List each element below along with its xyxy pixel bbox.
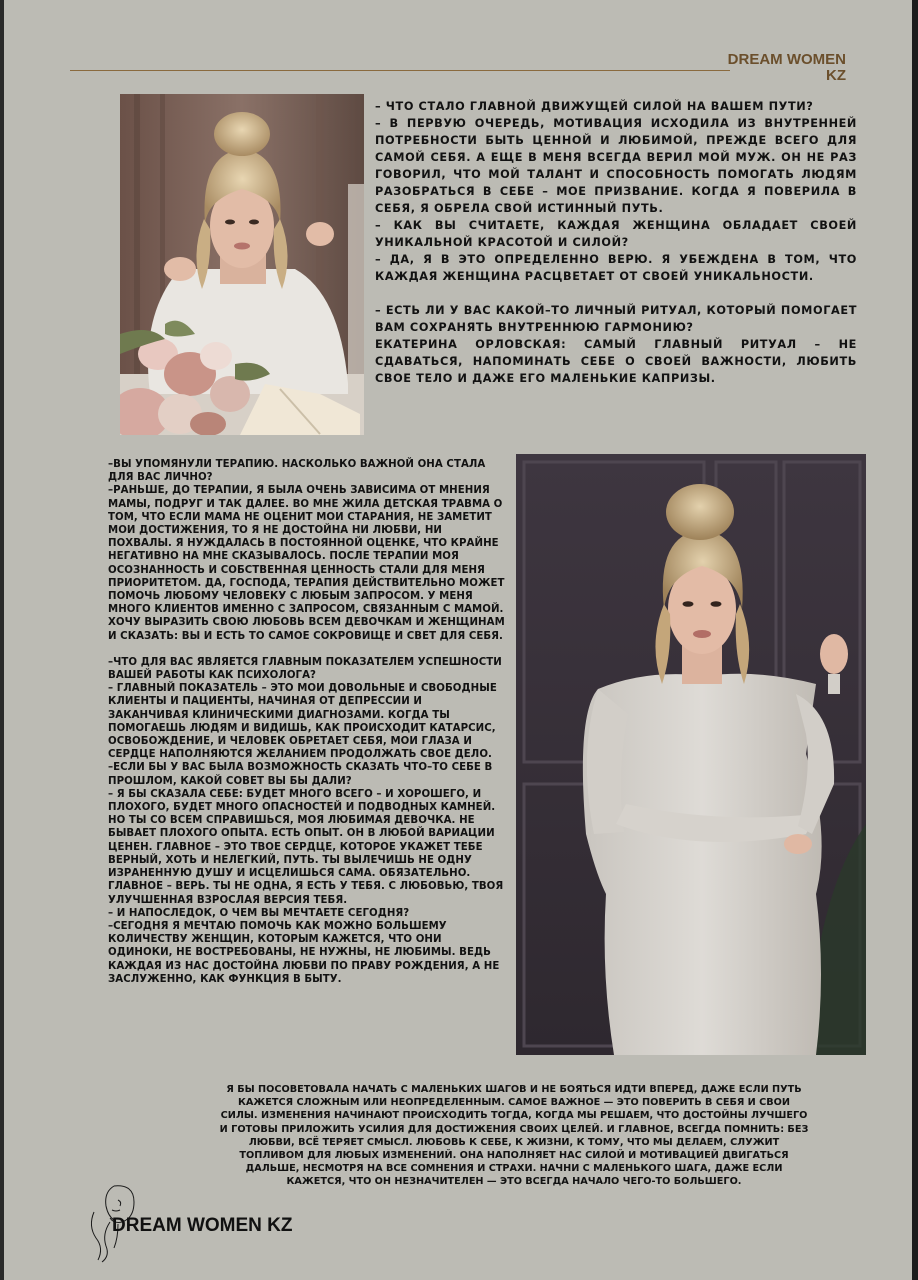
question-advice-to-past-self: –ЕСЛИ БЫ У ВАС БЫЛА ВОЗМОЖНОСТЬ СКАЗАТЬ ЧТО–ТО СЕБЕ В ПРОШЛОМ, КАКОЙ СОВЕТ ВЫ БЫ ДАЛИ? [108,762,493,787]
question-personal-ritual: – ЕСТЬ ЛИ У ВАС КАКОЙ–ТО ЛИЧНЫЙ РИТУАЛ, КОТОРЫЙ ПОМОГАЕТ ВАМ СОХРАНЯТЬ ВНУТРЕННЮЮ ГАРМОНИЮ? [375,304,857,334]
question-success-indicator: –ЧТО ДЛЯ ВАС ЯВЛЯЕТСЯ ГЛАВНЫМ ПОКАЗАТЕЛЕМ УСПЕШНОСТИ ВАШЕЙ РАБОТЫ КАК ПСИХОЛОГА? [108,656,502,682]
header-brand-line1: DREAM WOMEN [727,51,846,68]
answer-therapy: –РАНЬШЕ, ДО ТЕРАПИИ, Я БЫЛА ОЧЕНЬ ЗАВИСИМА ОТ МНЕНИЯ МАМЫ, ПОДРУГ И ТАК ДАЛЕЕ. ВО МНЕ ЖИЛА ДЕТСКАЯ ТРАВМА О ТОМ, ЧТО ЕСЛИ МАМА НЕ ОЦЕНИТ МОИ СТАРАНИЯ, НЕ ЗАМЕТИТ МОИ ДОСТИЖЕНИЯ, ТО Я НЕ ДОСТОЙНА НИ ЛЮБВИ, НИ ПОХВАЛЫ. Я НУЖДАЛАСЬ В ПОСТОЯННОЙ ОЦЕНКЕ, ЧТО КРАЙНЕ НЕГАТИВНО НА МНЕ СКАЗЫВАЛОСЬ. ПОСЛЕ ТЕРАПИИ МОЯ ОСОЗНАННОСТЬ И СОБСТВЕННАЯ ЦЕННОСТЬ СТАЛИ ДЛЯ МЕНЯ ПРИОРИТЕТОМ. ДА, ГОСПОДА, ТЕРАПИЯ ДЕЙСТВИТЕЛЬНО МОЖЕТ ПОМОЧЬ ЛЮБОМУ ЧЕЛОВЕКУ С ЛЮБЫМ ЗАПРОСОМ. У МЕНЯ МНОГО КЛИЕНТОВ ИМЕННО С ЗАПРОСОМ, СВЯЗАННЫМ С МАМОЙ. ХОЧУ ВЫРАЗИТЬ СВОЮ ЛЮБОВЬ ВСЕМ ДЕВОЧКАМ И ЖЕНЩИНАМ И СКАЗАТЬ: ВЫ И ЕСТЬ ТО САМОЕ СОКРОВИЩЕ И СВЕТ ДЛЯ СЕБЯ. [108,485,505,642]
answer-driving-force: – В ПЕРВУЮ ОЧЕРЕДЬ, МОТИВАЦИЯ ИСХОДИЛА ИЗ ВНУТРЕННЕЙ ПОТРЕБНОСТИ БЫТЬ ЦЕННОЙ И ЛЮБИМОЙ, ПРЕЖДЕ ВСЕГО ДЛЯ САМОЙ СЕБЯ. А ЕЩЕ В МЕНЯ ВСЕГДА ВЕРИЛ МОЙ МУЖ. ОН НЕ РАЗ ГОВОРИЛ, ЧТО МОЙ ТАЛАНТ И СПОСОБНОСТЬ ПОМОГАТЬ ЛЮДЯМ РАЗОБРАТЬСЯ В СЕБЕ – МОЕ ПРИЗВАНИЕ. КОГДА Я ПОВЕРИЛА В СЕБЯ, Я ОБРЕЛА СВОЙ ИСТИННЫЙ ПУТЬ. [375,117,857,215]
answer-success-indicator: – ГЛАВНЫЙ ПОКАЗАТЕЛЬ – ЭТО МОИ ДОВОЛЬНЫЕ И СВОБОДНЫЕ КЛИЕНТЫ И ПАЦИЕНТЫ, НАЧИНАЯ ОТ ДЕПРЕССИИ И ЗАКАНЧИВАЯ КЛИНИЧЕСКИМИ ДИАГНОЗАМИ. КОГДА ТЫ ПОМОГАЕШЬ ЛЮДЯМ И ВИДИШЬ, КАК ПРОИСХОДИТ КАТАРСИС, ОСВОБОЖДЕНИЕ, И ЧЕЛОВЕК ОБРЕТАЕТ СЕБЯ, МОИ ГЛАЗА И СЕРДЦЕ НАПОЛНЯЮТСЯ ЖЕЛАНИЕМ ПРОДОЛЖАТЬ СВОЕ ДЕЛО. [108,683,497,761]
question-unique-beauty: – КАК ВЫ СЧИТАЕТЕ, КАЖДАЯ ЖЕНЩИНА ОБЛАДАЕТ СВОЕЙ УНИКАЛЬНОЙ КРАСОТОЙ И СИЛОЙ? [375,219,857,249]
answer-personal-ritual: ЕКАТЕРИНА ОРЛОВСКАЯ: САМЫЙ ГЛАВНЫЙ РИТУАЛ – НЕ СДАВАТЬСЯ, НАПОМИНАТЬ СЕБЕ О СВОЕЙ ВАЖНОСТИ, ЛЮБИТЬ СВОЕ ТЕЛО И ДАЖЕ ЕГО МАЛЕНЬКИЕ КАПРИЗЫ. [375,338,857,385]
footer-brand: DREAM WOMEN KZ [112,1215,293,1236]
question-therapy: –ВЫ УПОМЯНУЛИ ТЕРАПИЮ. НАСКОЛЬКО ВАЖНОЙ ОНА СТАЛА ДЛЯ ВАС ЛИЧНО? [108,459,486,484]
photo-woman-in-white-dress [516,454,866,1055]
question-driving-force: – ЧТО СТАЛО ГЛАВНОЙ ДВИЖУЩЕЙ СИЛОЙ НА ВАШЕМ ПУТИ? [375,100,814,113]
page-right-edge [912,0,918,1280]
photo-woman-with-peonies [120,94,364,435]
answer-advice-to-past-self: – Я БЫ СКАЗАЛА СЕБЕ: БУДЕТ МНОГО ВСЕГО – И ХОРОШЕГО, И ПЛОХОГО, БУДЕТ МНОГО ОПАСНОСТЕЙ И ПОДВОДНЫХ КАМНЕЙ. НО ТЫ СО ВСЕМ СПРАВИШЬСЯ, МОЯ ЛЮБИМАЯ ДЕВОЧКА. НЕ БЫВАЕТ ПЛОХОГО ОПЫТА. ЕСТЬ ОПЫТ. ОН В ЛЮБОЙ ВАРИАЦИИ ЦЕНЕН. ГЛАВНОЕ – ЭТО ТВОЕ СЕРДЦЕ, КОТОРОЕ УКАЖЕТ ТЕБЕ ВЕРНЫЙ, ХОТЬ И НЕЛЕГКИЙ, ПУТЬ. ТЫ ВЫЛЕЧИШЬ НЕ ОДНУ ИЗРАНЕННУЮ ДУШУ И ИСЦЕЛИШЬСЯ САМА. ОБЯЗАТЕЛЬНО. ГЛАВНОЕ – ВЕРЬ. ТЫ НЕ ОДНА, Я ЕСТЬ У ТЕБЯ. С ЛЮБОВЬЮ, ТВОЯ УЛУЧШЕННАЯ ВЗРОСЛАЯ ВЕРСИЯ ТЕБЯ. [108,788,504,906]
header-divider [70,70,730,71]
interview-section-1 [375,98,857,387]
header-brand [646,52,846,84]
interview-section-2 [108,458,506,986]
closing-quote: Я БЫ ПОСОВЕТОВАЛА НАЧАТЬ С МАЛЕНЬКИХ ШАГОВ И НЕ БОЯТЬСЯ ИДТИ ВПЕРЕД, ДАЖЕ ЕСЛИ ПУТЬ КАЖЕТСЯ СЛОЖНЫМ ИЛИ НЕОПРЕДЕЛЕННЫМ. САМОЕ ВАЖНОЕ — ЭТО ПОВЕРИТЬ В СЕБЯ И СВОИ СИЛЫ. ИЗМЕНЕНИЯ НАЧИНАЮТ ПРОИСХОДИТЬ ТОГДА, КОГДА МЫ РЕШАЕМ, ЧТО ДОСТОЙНЫ ЛУЧШЕГО И ГОТОВЫ ПРИЛОЖИТЬ УСИЛИЯ ДЛЯ ДОСТИЖЕНИЯ СВОИХ ЦЕЛЕЙ. И ГЛАВНОЕ, ВСЕГДА ПОМНИТЬ: БЕЗ ЛЮБВИ, ВСЁ ТЕРЯЕТ СМЫСЛ. ЛЮБОВЬ К СЕБЕ, К ЖИЗНИ, К ТОМУ, ЧТО МЫ ДЕЛАЕМ, СЛУЖИТ ТОПЛИВОМ ДЛЯ ЛЮБЫХ ИЗМЕНЕНИЙ. ОНА НАПОЛНЯЕТ НАС СИЛОЙ И МОТИВАЦИЕЙ ДВИГАТЬСЯ ДАЛЬШЕ, НЕСМОТРЯ НА ВСЕ СОМНЕНИЯ И СТРАХИ. НАЧНИ С МАЛЕНЬКОГО ШАГА, ДАЖЕ ЕСЛИ КАЖЕТСЯ, ЧТО ОН НЕЗНАЧИТЕЛЕН — ЭТО ВСЕГДА НАЧАЛО ЧЕГО-ТО БОЛЬШЕГО. [219,1084,809,1188]
answer-dreams: –СЕГОДНЯ Я МЕЧТАЮ ПОМОЧЬ КАК МОЖНО БОЛЬШЕМУ КОЛИЧЕСТВУ ЖЕНЩИН, КОТОРЫМ КАЖЕТСЯ, ЧТО ОНИ ОДИНОКИ, НЕ ВОСТРЕБОВАНЫ, НЕ НУЖНЫ, НЕ ЛЮБИМЫ. ВЕДЬ КАЖДАЯ ИЗ НАС ДОСТОЙНА ЛЮБВИ ПО ПРАВУ РОЖДЕНИЯ, А НЕ ЗАСЛУЖЕННО, КАК ФУНКЦИЯ В БЫТУ. [108,920,500,985]
header-brand-line2: KZ [826,67,846,84]
answer-unique-beauty: – ДА, Я В ЭТО ОПРЕДЕЛЕННО ВЕРЮ. Я УБЕЖДЕНА В ТОМ, ЧТО КАЖДАЯ ЖЕНЩИНА РАСЦВЕТАЕТ ОТ СВОЕЙ УНИКАЛЬНОСТИ. [375,253,857,283]
question-dreams: – И НАПОСЛЕДОК, О ЧЕМ ВЫ МЕЧТАЕТЕ СЕГОДНЯ? [108,907,410,919]
page-left-edge [0,0,4,1280]
